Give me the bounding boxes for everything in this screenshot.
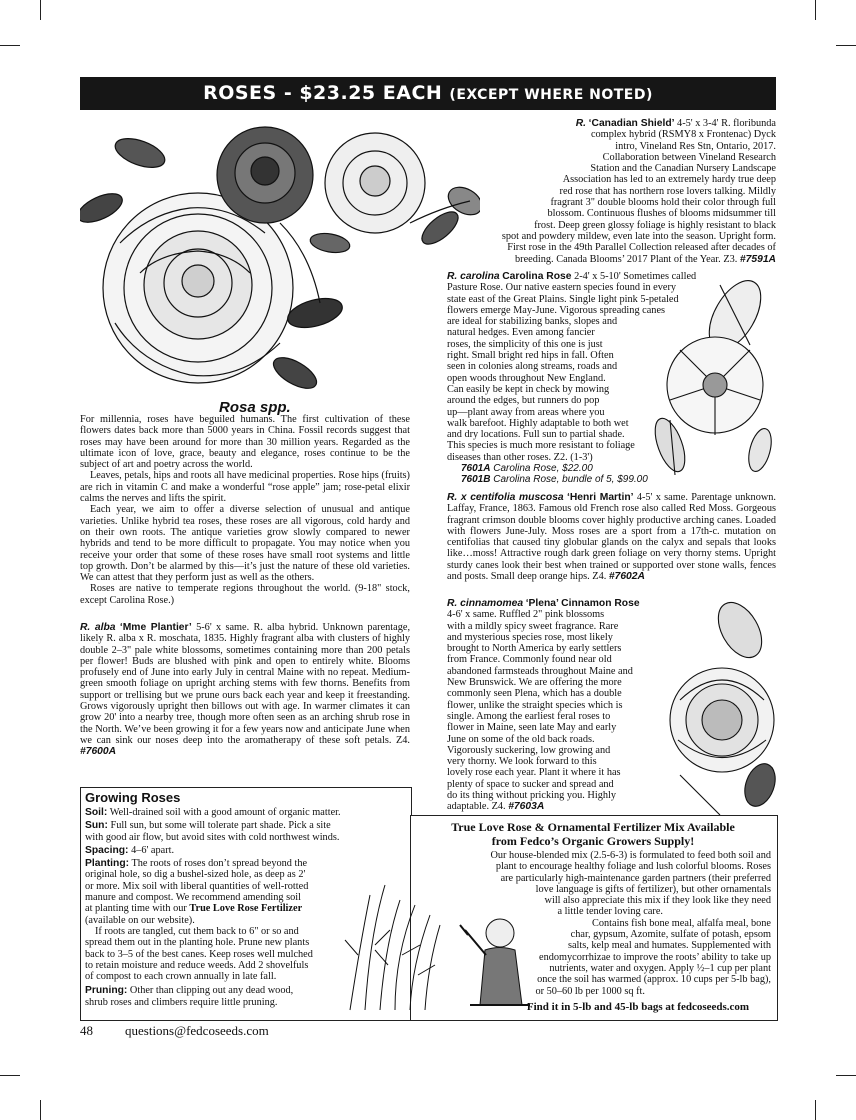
growing-roses-content: Growing Roses Soil: Well-drained soil with a good amount of organic matter. Sun: Full sun, but some will tolerate part shade. Pick a site with good air flow, but avoid sites with cold northwest winds. Spacing: 4–6' apart. Planting: The roots of roses don’t spread beyond the original hole, so dig a bushel-sized hole, as deep as 2' or more. Mix soil with liberal quantities of well-rotted manure and compost. We recommend amending soil at planting time with our True Love Rose Fertilizer (available on our website). If roots are tangled, cut them back to 6" or so and spread them out in the planting hole. Prune new plants back to 3–5 of the best canes. Keep roses well mulched to retain moisture and reduce weeds. Add 2 shovelfuls of compost to each crown annually in late fall. Pruning: Other than clipping out any dead wood, shrub roses and climbers require little pruning.	[85, 790, 407, 1008]
alba-entry: R. alba ‘Mme Plantier’ 5-6' x same. R. alba hybrid. Unknown parentage, likely R. alba x R. moschata, 1835. Highly fragrant alba with clusters of highly double 2–3" pale white blossoms, sometimes containing more than 200 petals per flower! Buds are blushed with pink and open to entirely white. Blooms profusely end of June into early July in central Maine with no repeat. Medium-green smooth foliage on upright arching stems with few thorns. Benefits from support or trellising but we prune ours back each year and keep it freestanding. Grows vigorously upright then billows out with age. In warmer climates it can grow 20' into a nearby tree, though more often seen as an arching shrub rose in the North. We’ve been growing it for a few years now and anticipate June when we can sink our noses deep into the aromatherapy of these soft petals. Z4. #7600A	[80, 622, 411, 758]
rosa-para: Leaves, petals, hips and roots all have medicinal properties. Rose hips (fruits) are rich in vitamin C and make a wonderful “rose apple” jam; rose-petal elixir calms the nerves and lifts the spirit.	[80, 470, 410, 505]
page-banner	[80, 77, 776, 110]
crop-mark	[836, 1075, 856, 1076]
item-code: #7603A	[508, 801, 545, 813]
rose-illustration	[80, 113, 480, 401]
crop-mark	[815, 1100, 816, 1120]
rosa-para: Roses are native to temperate regions throughout the world. (9-18" stock, except Carolina Rose.)	[80, 583, 410, 606]
growing-roses-title: Growing Roses	[85, 790, 181, 805]
henri-martin-entry: R. x centifolia muscosa ‘Henri Martin’ 4-5' x same. Parentage unknown. Laffay, France, 1863. Famous old French rose also called Red Moss. Gorgeous fragrant crimson double blooms cover highly productive arching canes. Loaded with flowers June-July. Moss roses are a sport from a 17th-c. mutation on centifolias that caused tiny globular glands on the calyx and sepals that looks like…moss! Attractive rough dark green foliage on very thorny stems. Upright sturdy canes look their best when trained or supported over stone walls, fences and posts. Small deep orange hips. Z4. #7602A	[447, 492, 776, 583]
fertilizer-description: Our house-blended mix (2.5-6-3) is formulated to feed both soil and plant to encourage healthy foliage and lush colorful blooms. Roses are particularly high-maintenance garden partners (their preferred love language is gifts of fertilizer), but other ornamentals will also appreciate this mix if they look like they need a little tender loving care. Contains fish bone meal, alfalfa meal, bone char, gypsum, Azomite, sulfate of potash, epsom salts, kelp meal and humates. Supplemented with endomycorrhizae to improve the roots’ ability to take up nutrients, water and oxygen. Apply ½–1 cup per plant once the soil has warmed (approx. 10 cups per 5-lb bag), or 50–60 lb per 1000 sq ft.	[490, 850, 771, 997]
rosa-intro	[80, 414, 410, 606]
fertilizer-title: True Love Rose & Ornamental Fertilizer Mix Available from Fedco’s Organic Growers Supply!	[451, 820, 735, 848]
banner-subtitle: (EXCEPT WHERE NOTED)	[449, 87, 653, 103]
crop-mark	[40, 0, 41, 20]
footer-email[interactable]: questions@fedcoseeds.com	[125, 1023, 269, 1038]
banner-title: ROSES - $23.25 EACH	[203, 82, 443, 104]
crop-mark	[836, 45, 856, 46]
crop-mark	[40, 1100, 41, 1120]
canadian-shield-entry: R. ‘Canadian Shield’ 4-5' x 3-4' R. floribunda complex hybrid (RSMY8 x Frontenac) Dyck intro, Vineland Res Stn, Ontario, 2017. Collaboration between Vineland Research Station and the Canadian Nursery Landscape Association has led to an extremely hardy true deep red rose that has northern rose lovers talking. Mildly fragrant 3" double blooms hold their color through full blossom. Continuous flushes of blooms midsummer till frost. Deep green glossy foliage is highly resistant to black spot and powdery mildew, even late into the season. Upright form. First rose in the 49th Parallel Collection released after decades of breeding. Canada Blooms’ 2017 Plant of the Year. Z3. #7591A	[501, 118, 776, 265]
item-code: #7600A	[80, 746, 117, 758]
crop-mark	[815, 0, 816, 20]
item-code: #7602A	[608, 571, 645, 583]
crop-mark	[0, 1075, 20, 1076]
carolina-rose-entry: R. carolina Carolina Rose 2-4' x 5-10' Sometimes called Pasture Rose. Our native eastern species found in every state east of the Great Plains. Single light pink 5-petaled flowers emerge May-June. Vigorous spreading canes are ideal for stabilizing banks, slopes and natural hedges. Even among fancier roses, the simplicity of this one is just right. Small bright red hips in fall. Often seen in colonies along streams, roads and open woods throughout New England. Can easily be kept in check by mowing around the edges, but runners do pop up—plant away from areas where you walk barefoot. Highly adaptable to both wet and dry locations. Full sun to partial shade. This species is much more resistant to foliage diseases than other roses. Z2. (1-3') 7601A Carolina Rose, $22.00 7601B Carolina Rose, bundle of 5, $99.00	[447, 271, 777, 486]
page-number: 48	[80, 1023, 93, 1038]
price-option: 7601A Carolina Rose, $22.00	[461, 463, 593, 475]
rosa-heading: Rosa spp.	[219, 399, 291, 416]
rosa-para: For millennia, roses have beguiled humans. The first cultivation of these flowers dates back more than 5000 years in China. Fossil records suggest that roses may have been around for more than 30 million years. Regarded as the ultimate icon of love, grace, beauty and elegance, roses continue to be the subject of art and poetry across the world.	[80, 414, 410, 471]
rosa-para: Each year, we aim to offer a diverse selection of unusual and antique varieties. Unlike hybrid tea roses, these roses are all vigorous, cold hardy and on their own roots. The antique varieties grow slowly compared to newer hybrids and tend to be more difficult to propagate. You may notice when you receive your order that some of these roses have small root systems and little top growth. Don’t be alarmed by this—it’s just the nature of these old varieties. We can attest that they perform just as well as the others.	[80, 504, 410, 584]
item-code: #7591A	[739, 253, 776, 265]
price-option: 7601B Carolina Rose, bundle of 5, $99.00	[461, 474, 648, 486]
crop-mark	[0, 45, 20, 46]
cinnamon-rose-entry: R. cinnamomea ‘Plena’ Cinnamon Rose 4-6' x same. Ruffled 2" pink blossoms with a mildly spicy sweet fragrance. Rare and mysterious species rose, most likely brought to North America by early settlers from France. Commonly found near old abandoned farmsteads throughout Maine and New Brunswick. We are offering the more commonly seen Plena, which has a double flower, unlike the straight species which is single. Among the earliest feral roses to flower in Maine, seen late May and early June on some of the old back roads. Vigorously suckering, low growing and very thorny. We look forward to this lovely rose each year. Plant it where it has plenty of space to sucker and spread and do its thing without pricking you. Highly adaptable. Z4. #7603A	[447, 598, 640, 813]
fertilizer-footer: Find it in 5-lb and 45-lb bags at fedcoseeds.com	[526, 1001, 750, 1013]
